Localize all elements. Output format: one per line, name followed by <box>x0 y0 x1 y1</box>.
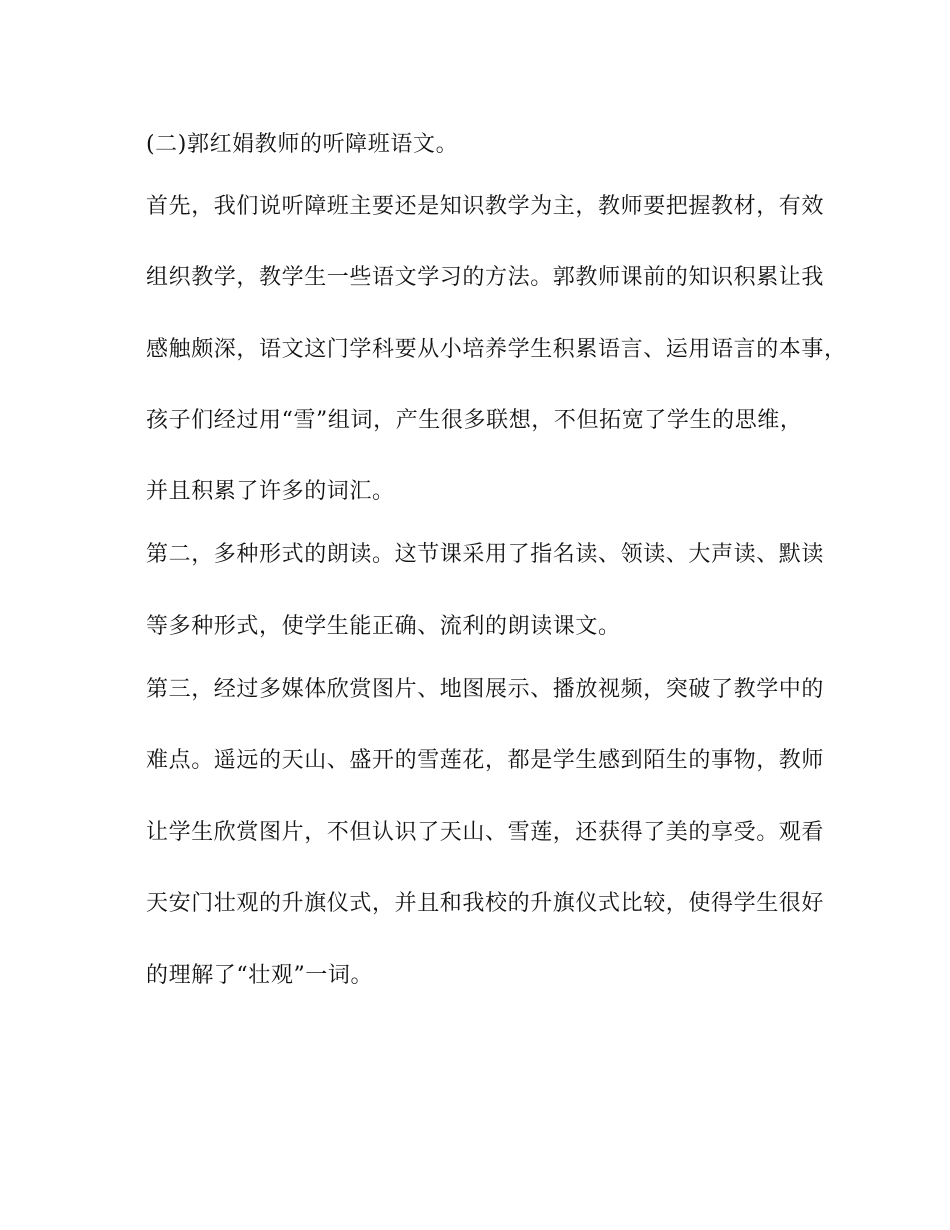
paragraph-line: 让学生欣赏图片，不但认识了天山、雪莲，还获得了美的享受。观看 <box>146 820 825 845</box>
paragraph-line: 首先，我们说听障班主要还是知识教学为主，教师要把握教材，有效 <box>146 194 825 219</box>
paragraph-line: 并且积累了许多的词汇。 <box>146 479 395 504</box>
paragraph-line: 感触颇深，语文这门学科要从小培养学生积累语言、运用语言的本事， <box>146 337 847 362</box>
paragraph-line: 难点。遥远的天山、盛开的雪莲花，都是学生感到陌生的事物，教师 <box>146 748 825 773</box>
paragraph-line: 第二，多种形式的朗读。这节课采用了指名读、领读、大声读、默读 <box>146 542 825 567</box>
paragraph-line: 组织教学，教学生一些语文学习的方法。郭教师课前的知识积累让我 <box>146 265 825 290</box>
paragraph-line: 等多种形式，使学生能正确、流利的朗读课文。 <box>146 614 621 639</box>
paragraph-line: 孩子们经过用“雪”组词，产生很多联想，不但拓宽了学生的思维， <box>146 408 803 433</box>
paragraph-line: 的理解了“壮观”一词。 <box>146 963 374 988</box>
paragraph-line: 天安门壮观的升旗仪式，并且和我校的升旗仪式比较，使得学生很好 <box>146 891 825 916</box>
section-heading: (二)郭红娟教师的听障班语文。 <box>146 132 459 157</box>
paragraph-line: 第三，经过多媒体欣赏图片、地图展示、播放视频，突破了教学中的 <box>146 677 825 702</box>
